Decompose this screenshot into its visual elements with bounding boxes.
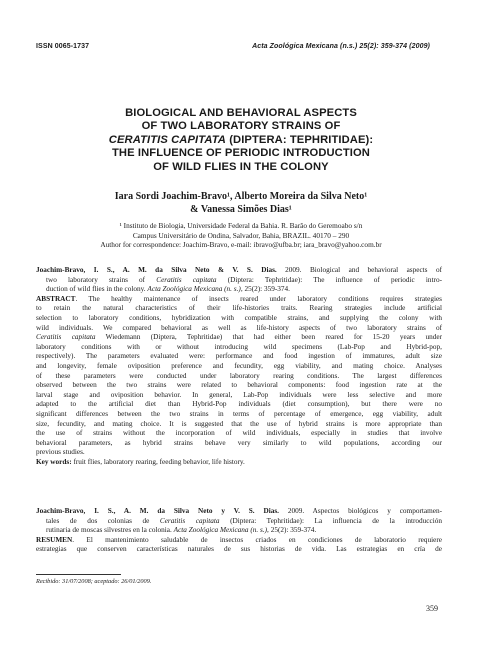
- abstract-line: respectively). The parameters evaluated were: performance and food ingestion of immatures, adult size: [36, 352, 442, 361]
- citation-text: duction of wild flies in the colony.: [46, 285, 148, 294]
- citation-es-line: [36, 526, 442, 536]
- title-species: CERATITIS CAPITATA: [108, 133, 226, 146]
- title-line: THE INFLUENCE OF PERIODIC INTRODUCTION: [111, 147, 370, 160]
- abstract-line: [36, 333, 442, 343]
- citation-text: 2009. Biological and behavioral aspects of: [276, 266, 442, 274]
- author-list: [60, 191, 422, 216]
- citation-en-line: [36, 285, 442, 295]
- citation-text: (Diptera: Tephritidae): La influencia de la introducción: [219, 516, 442, 525]
- citation-species: Ceratitis capitata: [159, 516, 220, 525]
- citation-text: 25(2): 359-374.: [242, 285, 290, 294]
- correspondence-line: Author for correspondence: Joachim-Bravo, e-mail: ibravo@ufba.br; iara_bravo@yahoo.com.br: [100, 240, 382, 249]
- spanish-abstract-section: [36, 507, 442, 555]
- abstract-line: larval stage and oviposition behavior. In general, Lab-Pop individuals were less selective and more: [36, 390, 442, 399]
- abstract-line: of these parameters were conducted under laboratory rearing conditions. The largest differences: [36, 371, 442, 380]
- received-footnote: Recibido: 31/07/2008; aceptado: 26/01/2009.: [36, 578, 152, 585]
- citation-authors: Joachim-Bravo, I. S., A. M. da Silva Neto & V. S. Dias.: [36, 266, 277, 274]
- keywords-label: Key words:: [36, 457, 72, 466]
- journal-header: Acta Zoológica Mexicana (n.s.) 25(2): 359-374 (2009): [252, 43, 430, 50]
- citation-text: 2009. Aspectos biológicos y comportamen-: [279, 507, 442, 515]
- abstract-species: Ceratitis capitata: [36, 333, 96, 342]
- keywords-line: [36, 458, 442, 468]
- citation-authors: Joachim-Bravo, I. S., A. M. da Silva Neto y V. S. Dias.: [36, 507, 279, 515]
- abstract-line: previous studies.: [36, 448, 85, 457]
- page-number: 359: [426, 604, 438, 613]
- citation-text: two laboratory strains of: [46, 275, 157, 284]
- abstract-line: observed between the two strains were related to behavioral components: food ingestion rate at the: [36, 381, 442, 390]
- citation-journal: Acta Zoológica Mexicana (n. s.),: [173, 526, 269, 535]
- authors-line-2: & Vanessa Simões Dias¹: [190, 203, 292, 215]
- title-line: BIOLOGICAL AND BEHAVIORAL ASPECTS: [125, 107, 357, 119]
- abstract-label: ABSTRACT: [36, 294, 76, 303]
- resumen-text: . El mantenimiento saludable de insectos criados en condiciones de laboratorio requiere: [72, 535, 442, 544]
- citation-text: (Diptera: Tephritidae): The influence of periodic intro-: [216, 275, 442, 284]
- title-line: OF TWO LABORATORY STRAINS OF: [141, 120, 341, 133]
- abstract-line: behavioral parameters, as hybrid strains behave very similarly to wild populations, according our: [36, 438, 442, 447]
- title-line: OF WILD FLIES IN THE COLONY: [153, 160, 329, 173]
- english-abstract-section: [36, 266, 442, 467]
- abstract-line: significant differences between the two strains in terms of percentage of emergence, egg viability, adult: [36, 409, 442, 418]
- abstract-line: to retain the natural characteristics of their life-histories traits. Rearing strategies include artificial: [36, 304, 442, 313]
- abstract-line: the use of strains without the incorporation of wild individuals, especially in studies that involve: [36, 429, 442, 438]
- citation-journal: Acta Zoológica Mexicana (n. s.),: [147, 285, 243, 294]
- citation-en-line: [36, 266, 442, 276]
- article-title: [60, 107, 422, 174]
- resumen-label: RESUMEN: [36, 535, 73, 544]
- affiliation-line-1: ¹ Instituto de Biologia, Universidade Federal da Bahia. R. Barão do Geremoabo s/n: [119, 221, 363, 230]
- citation-es-line: [36, 517, 442, 527]
- affiliation: [40, 221, 442, 250]
- abstract-text: . The healthy maintenance of insects reared under laboratory conditions requires strategies: [75, 294, 442, 303]
- abstract-line: and longevity, female oviposition preference and fecundity, egg viability, and mating choice. Analyses: [36, 361, 442, 370]
- abstract-line: adapted to the artificial diet than Hybrid-Pop individuals (diet consumption), but there were no: [36, 400, 442, 409]
- keywords-text: fruit flies, laboratory rearing, feeding behavior, life history.: [71, 457, 245, 466]
- resumen-line: [36, 536, 442, 546]
- abstract-line: wild individuals. We compared behavioral as well as life-history aspects of two laboratory strains of: [36, 323, 442, 332]
- abstract-line: laboratory conditions with or without introducing wild specimens (Lab-Pop and Hybrid-pop,: [36, 342, 442, 351]
- abstract-line: selection to laboratory conditions, hybridization with compatible strains, and supplying the colony with: [36, 313, 442, 322]
- title-order: (DIPTERA: TEPHRITIDAE):: [225, 133, 374, 146]
- citation-es-line: [36, 507, 442, 517]
- issn-header: ISSN 0065-1737: [36, 43, 90, 50]
- citation-en-line: [36, 276, 442, 286]
- abstract-text: Wiedemann (Diptera, Tephritidae) that had either been reared for 15-20 years under: [95, 333, 442, 342]
- title-line: [60, 134, 422, 147]
- abstract-line: size, fecundity, and mating choice. It is suggested that the use of hybrid strains is more appropriate than: [36, 419, 442, 428]
- resumen-line: estrategias que conserven características naturales de sus historias de vida. Las estrategias en cría de: [36, 545, 442, 554]
- authors-line-1: Iara Sordi Joachim-Bravo¹, Alberto Moreira da Silva Neto¹: [114, 191, 368, 202]
- affiliation-line-2: Campus Universitário de Ondina, Salvador, Bahia, BRAZIL. 40170 – 290: [132, 230, 350, 240]
- citation-species: Ceratitis capitata: [156, 275, 217, 284]
- citation-text: 25(2): 359-374.: [268, 526, 317, 535]
- citation-text: rutinaria de moscas silvestres en la colonia.: [46, 526, 174, 535]
- footnote-rule: [36, 574, 121, 575]
- citation-text: tales de dos colonias de: [46, 516, 160, 525]
- abstract-line: [36, 295, 442, 305]
